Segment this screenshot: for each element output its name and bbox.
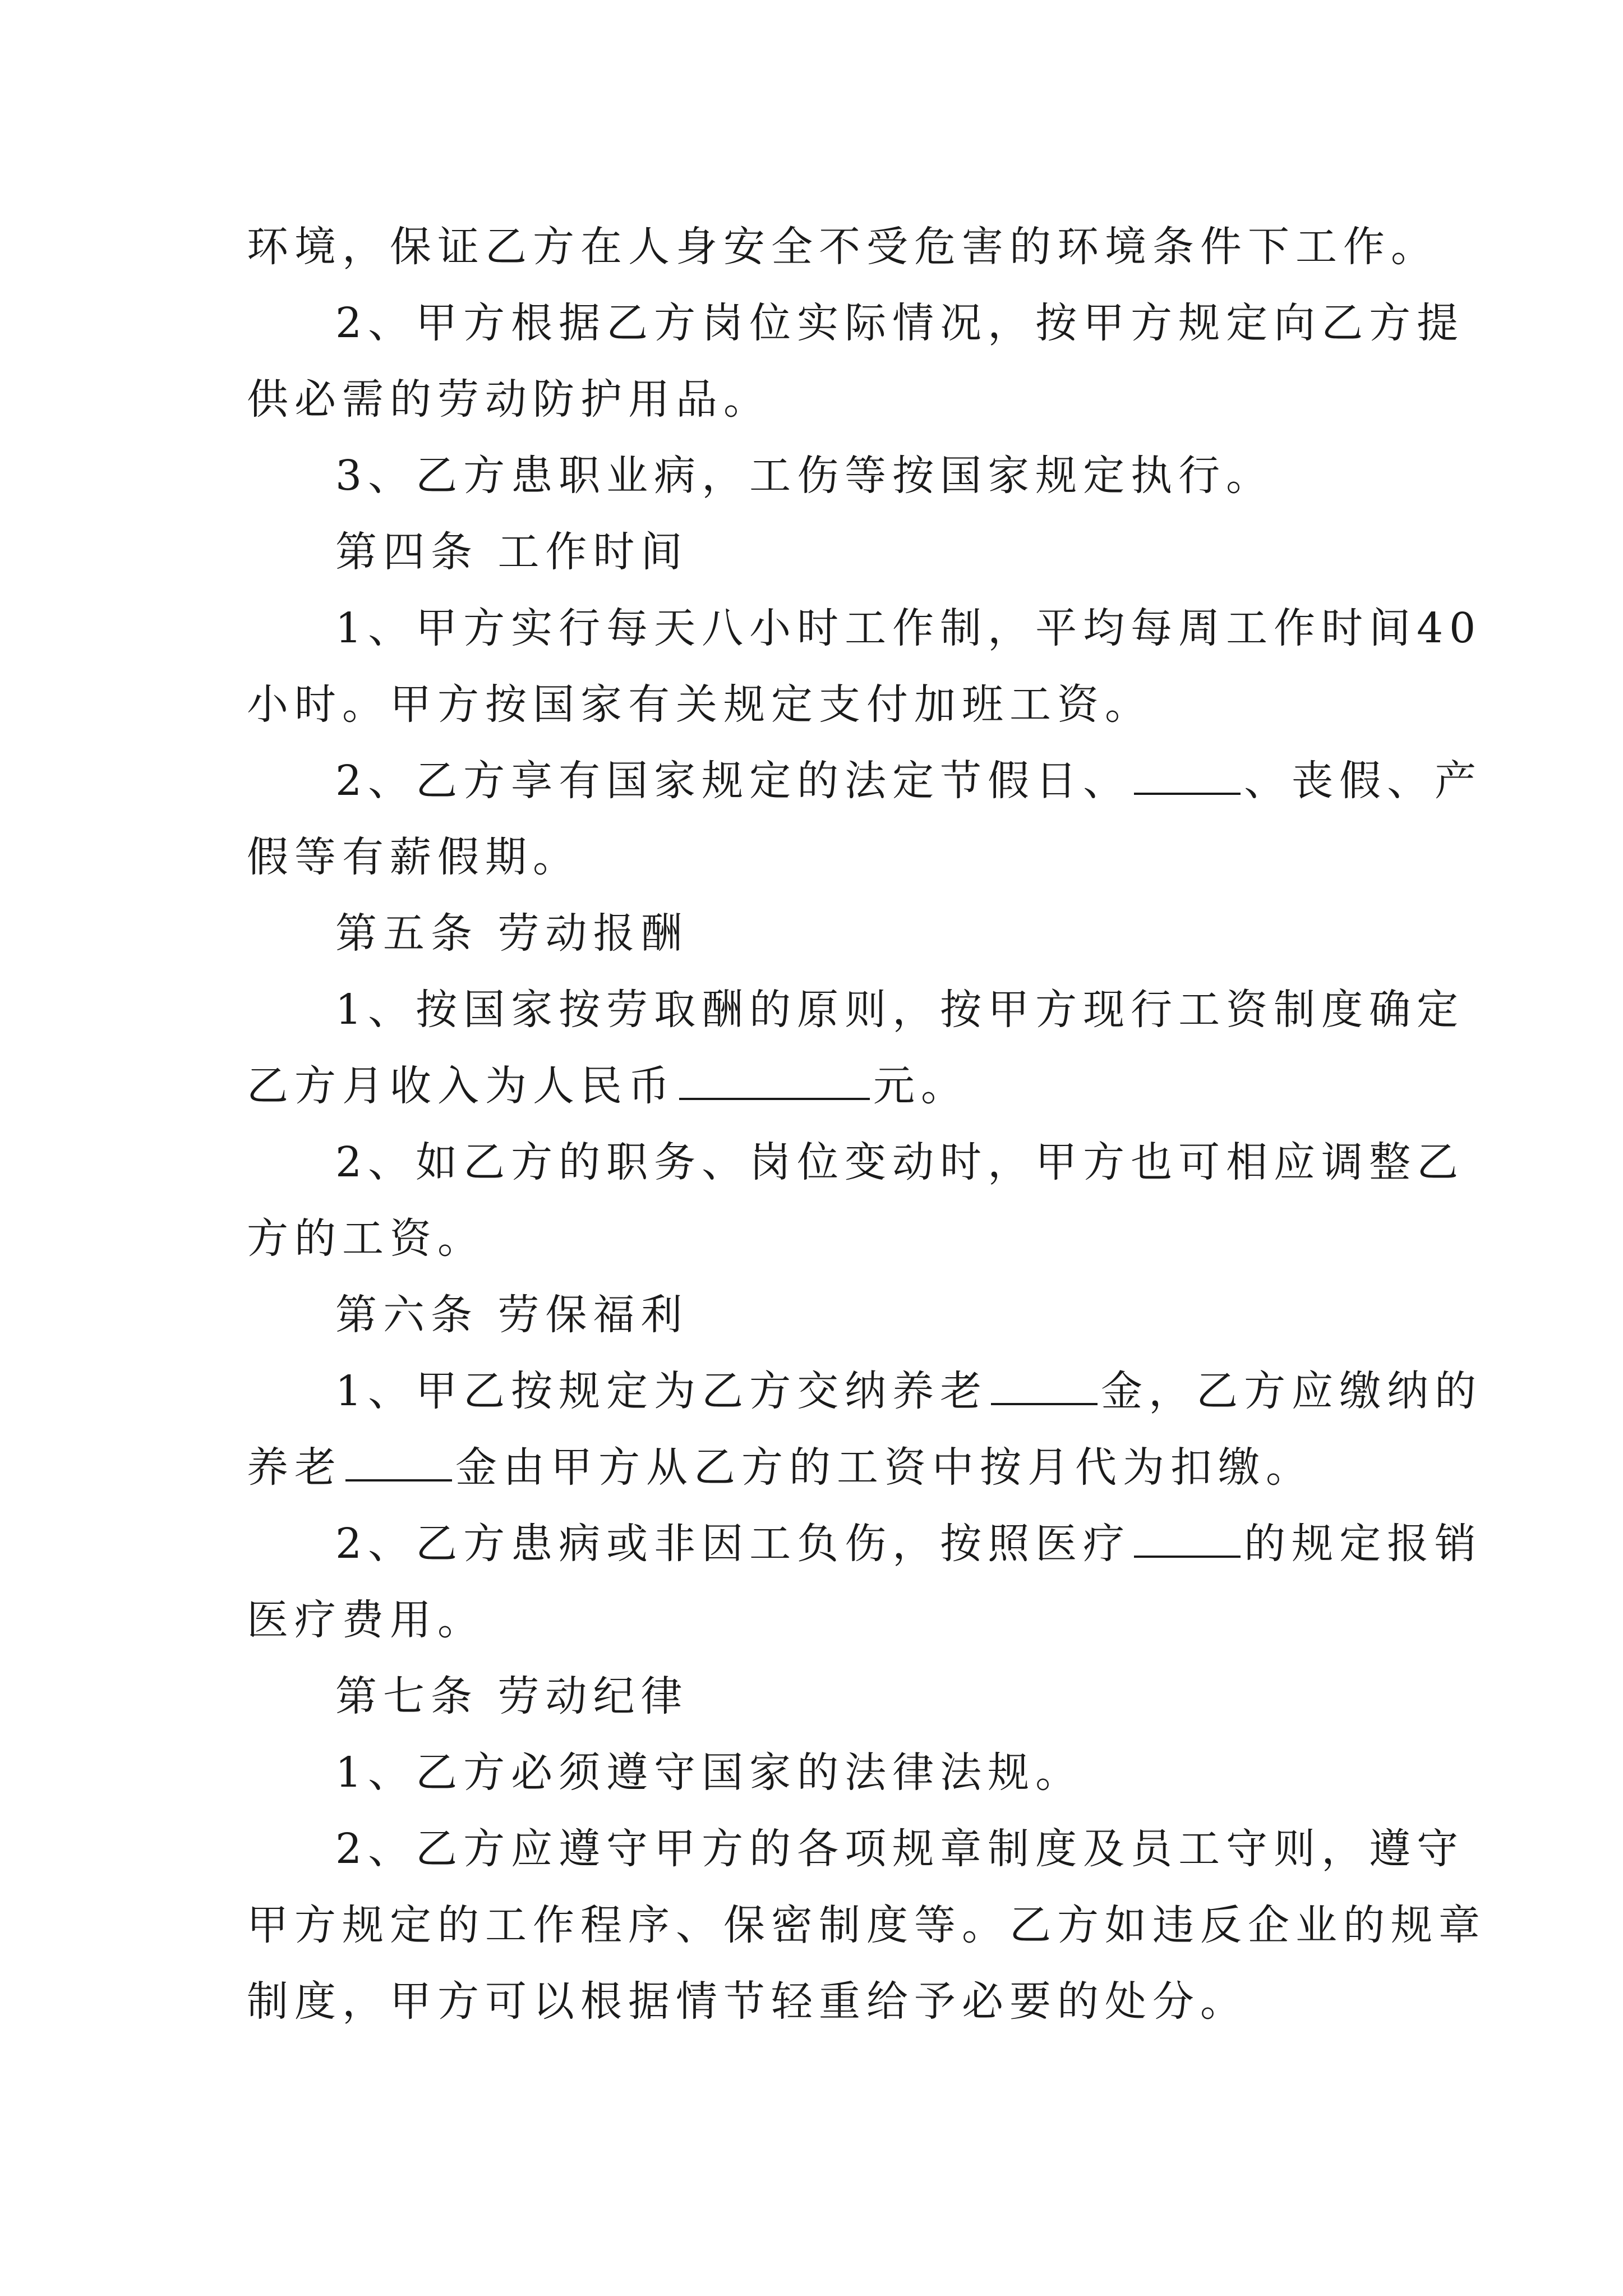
text-span: 甲方规定的工作程序、保密制度等。乙方如违反企业的规章 xyxy=(247,1901,1486,1949)
text-line xyxy=(247,830,580,884)
text-span: 2、乙方应遵守甲方的各项规章制度及员工守则，遵守 xyxy=(335,1825,1465,1873)
text-span: 1、甲乙按规定为乙方交纳养老 xyxy=(335,1367,988,1415)
text-span: 小时。甲方按国家有关规定支付加班工资。 xyxy=(247,680,1152,729)
fill-blank xyxy=(679,1062,870,1100)
text-line xyxy=(335,449,1274,503)
text-line xyxy=(247,1898,1486,1952)
text-span: 的规定报销 xyxy=(1244,1520,1483,1568)
text-line xyxy=(247,220,1438,274)
heading-text: 第六条 劳保福利 xyxy=(335,1291,689,1339)
text-span: 2、乙方患病或非因工负伤，按照医疗 xyxy=(335,1520,1131,1568)
section-heading xyxy=(335,1288,689,1342)
text-line xyxy=(247,1975,1248,2028)
text-span: 养老 xyxy=(247,1443,342,1492)
section-heading xyxy=(335,907,689,960)
text-line xyxy=(335,1517,1482,1571)
text-span: 制度，甲方可以根据情节轻重给予必要的处分。 xyxy=(247,1977,1248,2026)
text-line xyxy=(247,1593,485,1647)
text-line xyxy=(247,1059,969,1113)
text-line xyxy=(335,1364,1482,1418)
heading-text: 第七条 劳动纪律 xyxy=(335,1672,689,1720)
text-line xyxy=(335,983,1464,1037)
text-span: 元。 xyxy=(873,1062,969,1110)
fill-blank xyxy=(1134,757,1241,795)
fill-blank xyxy=(345,1443,452,1481)
text-span: 方的工资。 xyxy=(247,1214,485,1263)
text-span: 金由甲方从乙方的工资中按月代为扣缴。 xyxy=(455,1443,1313,1492)
text-span: 、丧假、产 xyxy=(1244,757,1483,805)
text-span: 1、按国家按劳取酬的原则，按甲方现行工资制度确定 xyxy=(335,986,1465,1034)
text-line xyxy=(335,754,1482,808)
text-line xyxy=(247,678,1152,731)
text-span: 乙方月收入为人民币 xyxy=(247,1062,676,1110)
text-line xyxy=(247,1441,1313,1494)
section-heading xyxy=(335,525,689,579)
text-span: 供必需的劳动防护用品。 xyxy=(247,375,771,424)
text-line xyxy=(335,296,1464,350)
text-line xyxy=(335,1135,1464,1189)
text-span: 2、如乙方的职务、岗位变动时，甲方也可相应调整乙 xyxy=(335,1138,1465,1186)
text-span: 环境，保证乙方在人身安全不受危害的环境条件下工作。 xyxy=(247,223,1438,271)
fill-blank xyxy=(1134,1520,1241,1558)
text-span: 3、乙方患职业病，工伤等按国家规定执行。 xyxy=(335,452,1274,500)
text-span: 假等有薪假期。 xyxy=(247,833,580,881)
text-line xyxy=(335,601,1482,655)
text-span: 1、甲方实行每天八小时工作制，平均每周工作时间40 xyxy=(335,604,1482,652)
text-span: 医疗费用。 xyxy=(247,1596,485,1644)
heading-text: 第五条 劳动报酬 xyxy=(335,909,689,958)
text-line xyxy=(247,1212,485,1266)
section-heading xyxy=(335,1669,689,1723)
text-span: 2、甲方根据乙方岗位实际情况，按甲方规定向乙方提 xyxy=(335,299,1465,347)
text-line xyxy=(247,372,771,426)
text-line xyxy=(335,1822,1464,1876)
text-line xyxy=(335,1746,1083,1800)
fill-blank xyxy=(991,1367,1098,1405)
text-span: 2、乙方享有国家规定的法定节假日、 xyxy=(335,757,1131,805)
heading-text: 第四条 工作时间 xyxy=(335,528,689,576)
text-span: 金，乙方应缴纳的 xyxy=(1101,1367,1483,1415)
text-span: 1、乙方必须遵守国家的法律法规。 xyxy=(335,1749,1083,1797)
